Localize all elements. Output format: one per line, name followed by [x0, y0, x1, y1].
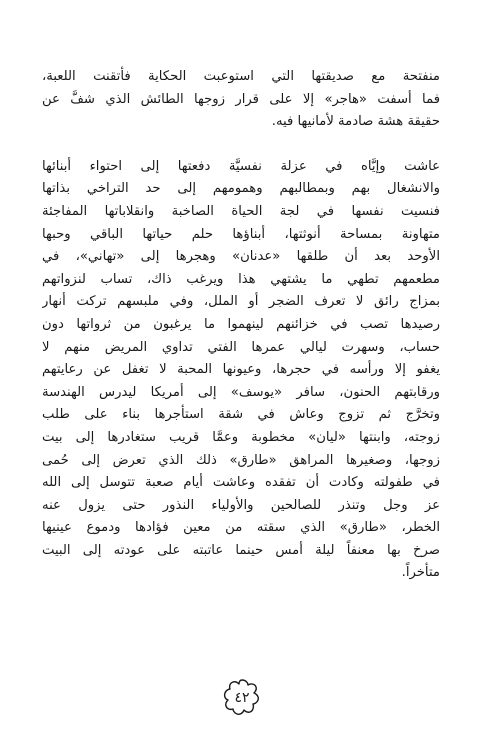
text-line: الخطر، «طارق» الذي سقته من معين فؤادها ودموع عينيها	[42, 520, 440, 536]
text-line: عاشت وإيَّاه في عزلة نفسيَّة دفعتها إلى احتواء أبنائها	[42, 158, 440, 174]
text-line: زوجها، وصغيرها المراهق «طارق» ذلك الذي تعرض إلى حُمى	[42, 452, 440, 468]
page-number: ٤٢	[234, 690, 250, 706]
text-line: زوجته، وابنتها «ليان» مخطوبة وعمَّا قريب ستغادرها إلى بيت	[42, 429, 440, 445]
text-line: يغفو إلا ورأسه في حجرها، وعيونها المحبة لا تغفل عن رعايتهم	[42, 362, 440, 378]
text-line: متهاونة بمساحة أنوثتها، أبناؤها حلم حياتها الباقي وحبها	[42, 226, 440, 242]
text-line: الأوحد بعد أن طلقها «عدنان» وهجرها إلى «تهاني»، في	[42, 249, 440, 265]
text-line: حقيقة هشة صادمة لأمانيها فيه.	[271, 114, 440, 130]
text-line: والانشغال بهم وبمطالبهم وهمومهم إلى حد التراخي بذاتها	[42, 181, 440, 197]
text-line: ورقابتهم الحنون، سافر «يوسف» إلى أمريكا ليدرس الهندسة	[42, 384, 440, 400]
text-line: مطعمهم تطهي ما يشتهي هذا ويرغب ذاك، تساب لنزواتهم	[42, 271, 440, 287]
text-line: وتخرَّج ثم تزوج وعاش في شقة استأجرها بناء على طلب	[42, 407, 440, 423]
text-line: فما أسفت «هاجر» إلا على قرار زوجها الطائش الذي شفَّ عن	[42, 91, 440, 107]
text-line: عز وجل وتنذر للصالحين والأولياء النذور حتى يزول عنه	[42, 497, 440, 513]
text-line: في طفولته وكادت أن تفقده وعاشت أيام صعبة تتوسل إلى الله	[42, 475, 440, 491]
paragraph-1	[42, 66, 440, 134]
text-line: بمزاج رائق لا تعرف الضجر أو الملل، وفي ملبسهم تركت أنهار	[42, 294, 440, 310]
page-number-ornament	[220, 676, 264, 720]
paragraph-gap	[42, 134, 440, 156]
text-line: رصيدها تصب في خزائنهم لينهموا ما يرغبون من ثرواتها دون	[42, 316, 440, 332]
text-line: صرخ بها معنفاً ليلة أمس حينما عاتبته على عودته إلى البيت	[42, 542, 440, 558]
page-body	[42, 66, 440, 585]
text-line: متأخراً.	[401, 565, 440, 581]
text-line: منفتحة مع صديقتها التي استوعبت الحكاية فأتقنت اللعبة،	[42, 69, 440, 84]
text-line: حساب، وسهرت ليالي عمرها الفتي تداوي المريض منهم لا	[42, 339, 440, 355]
paragraph-2	[42, 156, 440, 585]
text-line: فنسيت نفسها في لجة الحياة الصاخبة وانقلاباتها المفاجئة	[42, 203, 440, 219]
